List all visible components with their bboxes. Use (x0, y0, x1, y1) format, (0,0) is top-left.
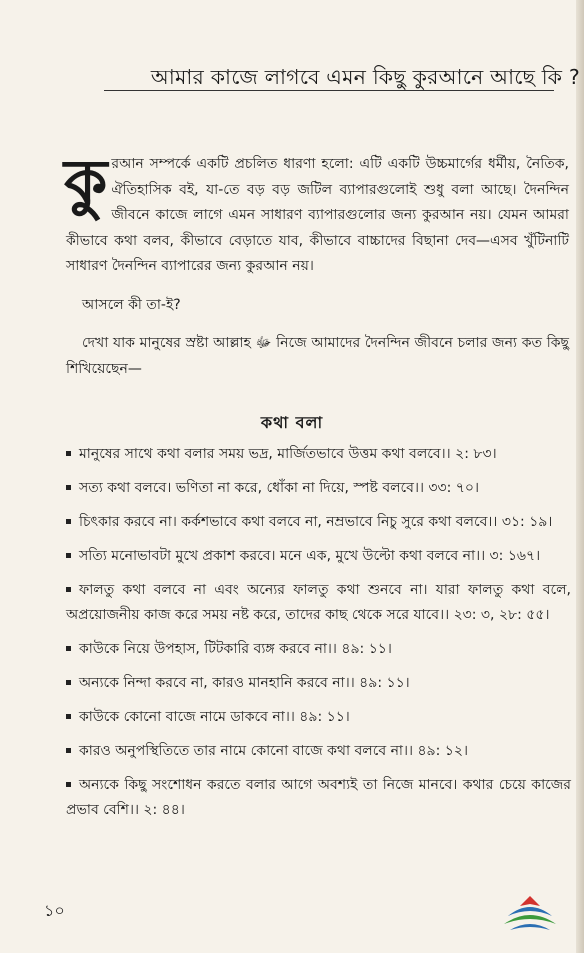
list-item (66, 739, 571, 764)
bullet-icon (66, 553, 71, 558)
list-item (66, 510, 571, 535)
intro-paragraph-3: দেখা যাক মানুষের স্রষ্টা আল্লাহ ﷻ নিজে আমাদের দৈনন্দিন জীবনে চলার জন্য কত কিছু শিখিয়েছেন— (66, 335, 569, 377)
list-item-text: চিৎকার করবে না। কর্কশভাবে কথা বলবে না, নম্রভাবে নিচু সুরে কথা বলবে।। ৩১: ১৯। (79, 514, 553, 530)
bullet-icon (66, 519, 71, 524)
list-item-text: অন্যকে কিছু সংশোধন করতে বলার আগে অবশ্যই তা নিজে মানবে। কথার চেয়ে কাজের প্রভাব বেশি।। ২: ৪৪। (66, 777, 571, 818)
list-item-text: কাউকে কোনো বাজে নামে ডাকবে না।। ৪৯: ১১। (79, 709, 350, 725)
bullet-icon (66, 680, 71, 685)
intro-paragraph-1-text: রআন সম্পর্কে একটি প্রচলিত ধারণা হলো: এটি একটি উচ্চমার্গের ধর্মীয়, নৈতিক, ঐতিহাসিক বই, যা-তে বড় বড় জটিল ব্যাপারগুলোই শুধু বলা আছে। দৈনন্দিন জীবনে কাজে লাগে এমন সাধারণ ব্যাপারগুলোর জন্য কুরআন নয়। যেমন আমরা কীভাবে কথা বলব, কীভাবে বেড়াতে যাব, কীভাবে বাচ্চাদের বিছানা দেব—এসব খুঁটিনাটি সাধারণ দৈনন্দিন ব্যাপারের জন্য কুরআন নয়। (66, 156, 569, 274)
intro-paragraph-1 (64, 145, 569, 280)
list-item (66, 442, 571, 467)
section-heading: কথা বলা (260, 413, 324, 432)
list-item (66, 773, 571, 823)
list-item-text: কাউকে নিয়ে উপহাস, টিটকারি ব্যঙ্গ করবে না।। ৪৯: ১১। (79, 641, 392, 657)
publisher-logo-icon (500, 892, 560, 936)
list-item-text: ফালতু কথা বলবে না এবং অন্যের ফালতু কথা শুনবে না। যারা ফালতু কথা বলে, অপ্রয়োজনীয় কাজ করে সময় নষ্ট করে, তাদের কাছ থেকে সরে যাবে।। ২৩: ৩, ২৮: ৫৫। (66, 582, 571, 623)
bullet-icon (66, 451, 71, 456)
title-underline (104, 90, 554, 91)
list-item (66, 705, 571, 730)
bullet-icon (66, 748, 71, 753)
list-item-text: সত্যি মনোভাবটা মুখে প্রকাশ করবে। মনে এক, মুখে উল্টো কথা বলবে না।। ৩: ১৬৭। (79, 548, 541, 564)
list-item (66, 544, 571, 569)
list-item-text: অন্যকে নিন্দা করবে না, কারও মানহানি করবে না।। ৪৯: ১১। (79, 675, 410, 691)
bullet-icon (66, 646, 71, 651)
dropcap: কু (64, 145, 108, 218)
intro-paragraph-2: আসলে কী তা-ই? (82, 296, 181, 313)
list-item-text: কারও অনুপস্থিতিতে তার নামে কোনো বাজে কথা বলবে না।। ৪৯: ১২। (79, 743, 468, 759)
list-item-text: সত্য কথা বলবে। ভণিতা না করে, ধোঁকা না দিয়ে, স্পষ্ট বলবে।। ৩৩: ৭০। (79, 480, 480, 496)
list-item (66, 671, 571, 696)
list-item (66, 476, 571, 501)
page-edge (576, 0, 584, 953)
bullet-icon (66, 782, 71, 787)
page-number: ১০ (44, 901, 65, 920)
page-title: আমার কাজে লাগবে এমন কিছু কুরআনে আছে কি ? (150, 65, 580, 89)
guideline-list (66, 442, 571, 832)
list-item-text: মানুষের সাথে কথা বলার সময় ভদ্র, মার্জিতভাবে উত্তম কথা বলবে।। ২: ৮৩। (79, 446, 497, 462)
bullet-icon (66, 714, 71, 719)
list-item (66, 637, 571, 662)
bullet-icon (66, 587, 71, 592)
list-item (66, 578, 571, 628)
bullet-icon (66, 485, 71, 490)
intro-text (64, 145, 569, 382)
